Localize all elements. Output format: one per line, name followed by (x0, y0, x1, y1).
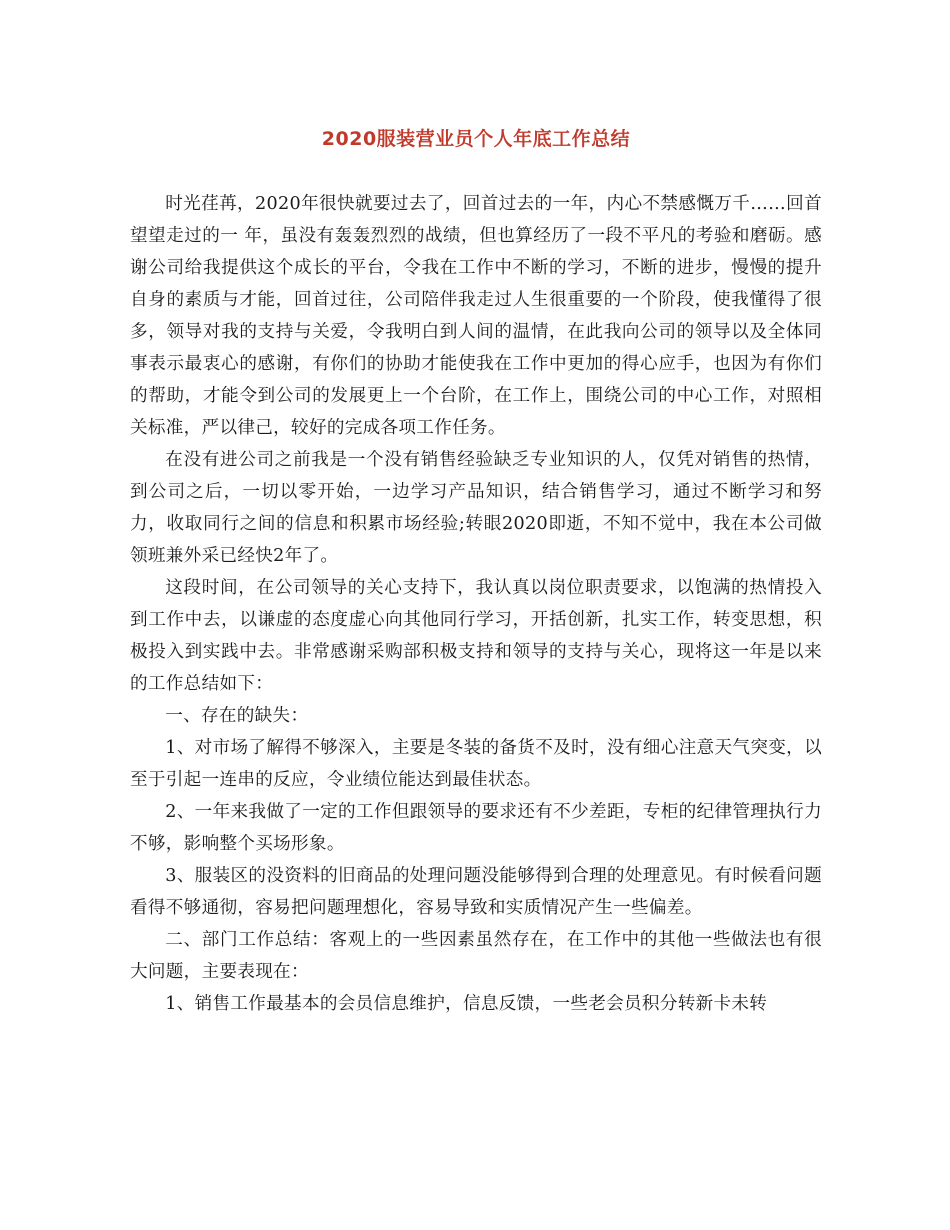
shortcoming-item-3: 3、服装区的没资料的旧商品的处理问题没能够得到合理的处理意见。有时候看问题看得不够通彻，容易把问题理想化，容易导致和实质情况产生一些偏差。 (130, 866, 822, 918)
section-heading-department-summary: 二、部门工作总结：客观上的一些因素虽然存在，在工作中的其他一些做法也有很大问题，主要表现在： (130, 930, 822, 982)
shortcoming-item-2: 2、一年来我做了一定的工作但跟领导的要求还有不少差距，专柜的纪律管理执行力不够，影响整个买场形象。 (130, 802, 822, 854)
paragraph-this-period: 这段时间，在公司领导的关心支持下，我认真以岗位职责要求，以饱满的热情投入到工作中去，以谦虚的态度虚心向其他同行学习，开括创新，扎实工作，转变思想，积极投入到实践中去。非常感谢采购部积极支持和领导的支持与关心，现将这一年是以来的工作总结如下： (130, 578, 822, 694)
section-heading-shortcomings: 一、存在的缺失： (165, 706, 309, 726)
department-item-1: 1、销售工作最基本的会员信息维护，信息反馈，一些老会员积分转新卡未转 (165, 994, 768, 1014)
document-body (130, 188, 822, 1020)
paragraph-intro: 时光荏苒，2020年很快就要过去了，回首过去的一年，内心不禁感慨万千……回首望望走过的一 年，虽没有轰轰烈烈的战绩，但也算经历了一段不平凡的考验和磨砺。感谢公司给我提供这个成长的平台，令我在工作中不断的学习，不断的进步，慢慢的提升自身的素质与才能，回首过往，公司陪伴我走过人生很重要的一个阶段，使我懂得了很多，领导对我的支持与关爱，令我明白到人间的温情，在此我向公司的领导以及全体同事表示最衷心的感谢，有你们的协助才能使我在工作中更加的得心应手，也因为有你们的帮助，才能令到公司的发展更上一个台阶，在工作上，围绕公司的中心工作，对照相关标准，严以律己，较好的完成各项工作任务。 (130, 194, 822, 438)
paragraph-background: 在没有进公司之前我是一个没有销售经验缺乏专业知识的人，仅凭对销售的热情，到公司之后，一切以零开始，一边学习产品知识，结合销售学习，通过不断学习和努力，收取同行之间的信息和积累市场经验;转眼2020即逝，不知不觉中，我在本公司做领班兼外采已经快2年了。 (130, 450, 822, 566)
document-title: 2020服装营业员个人年底工作总结 (321, 128, 631, 150)
shortcoming-item-1: 1、对市场了解得不够深入，主要是冬装的备货不及时，没有细心注意天气突变，以至于引起一连串的反应，令业绩位能达到最佳状态。 (130, 738, 822, 790)
